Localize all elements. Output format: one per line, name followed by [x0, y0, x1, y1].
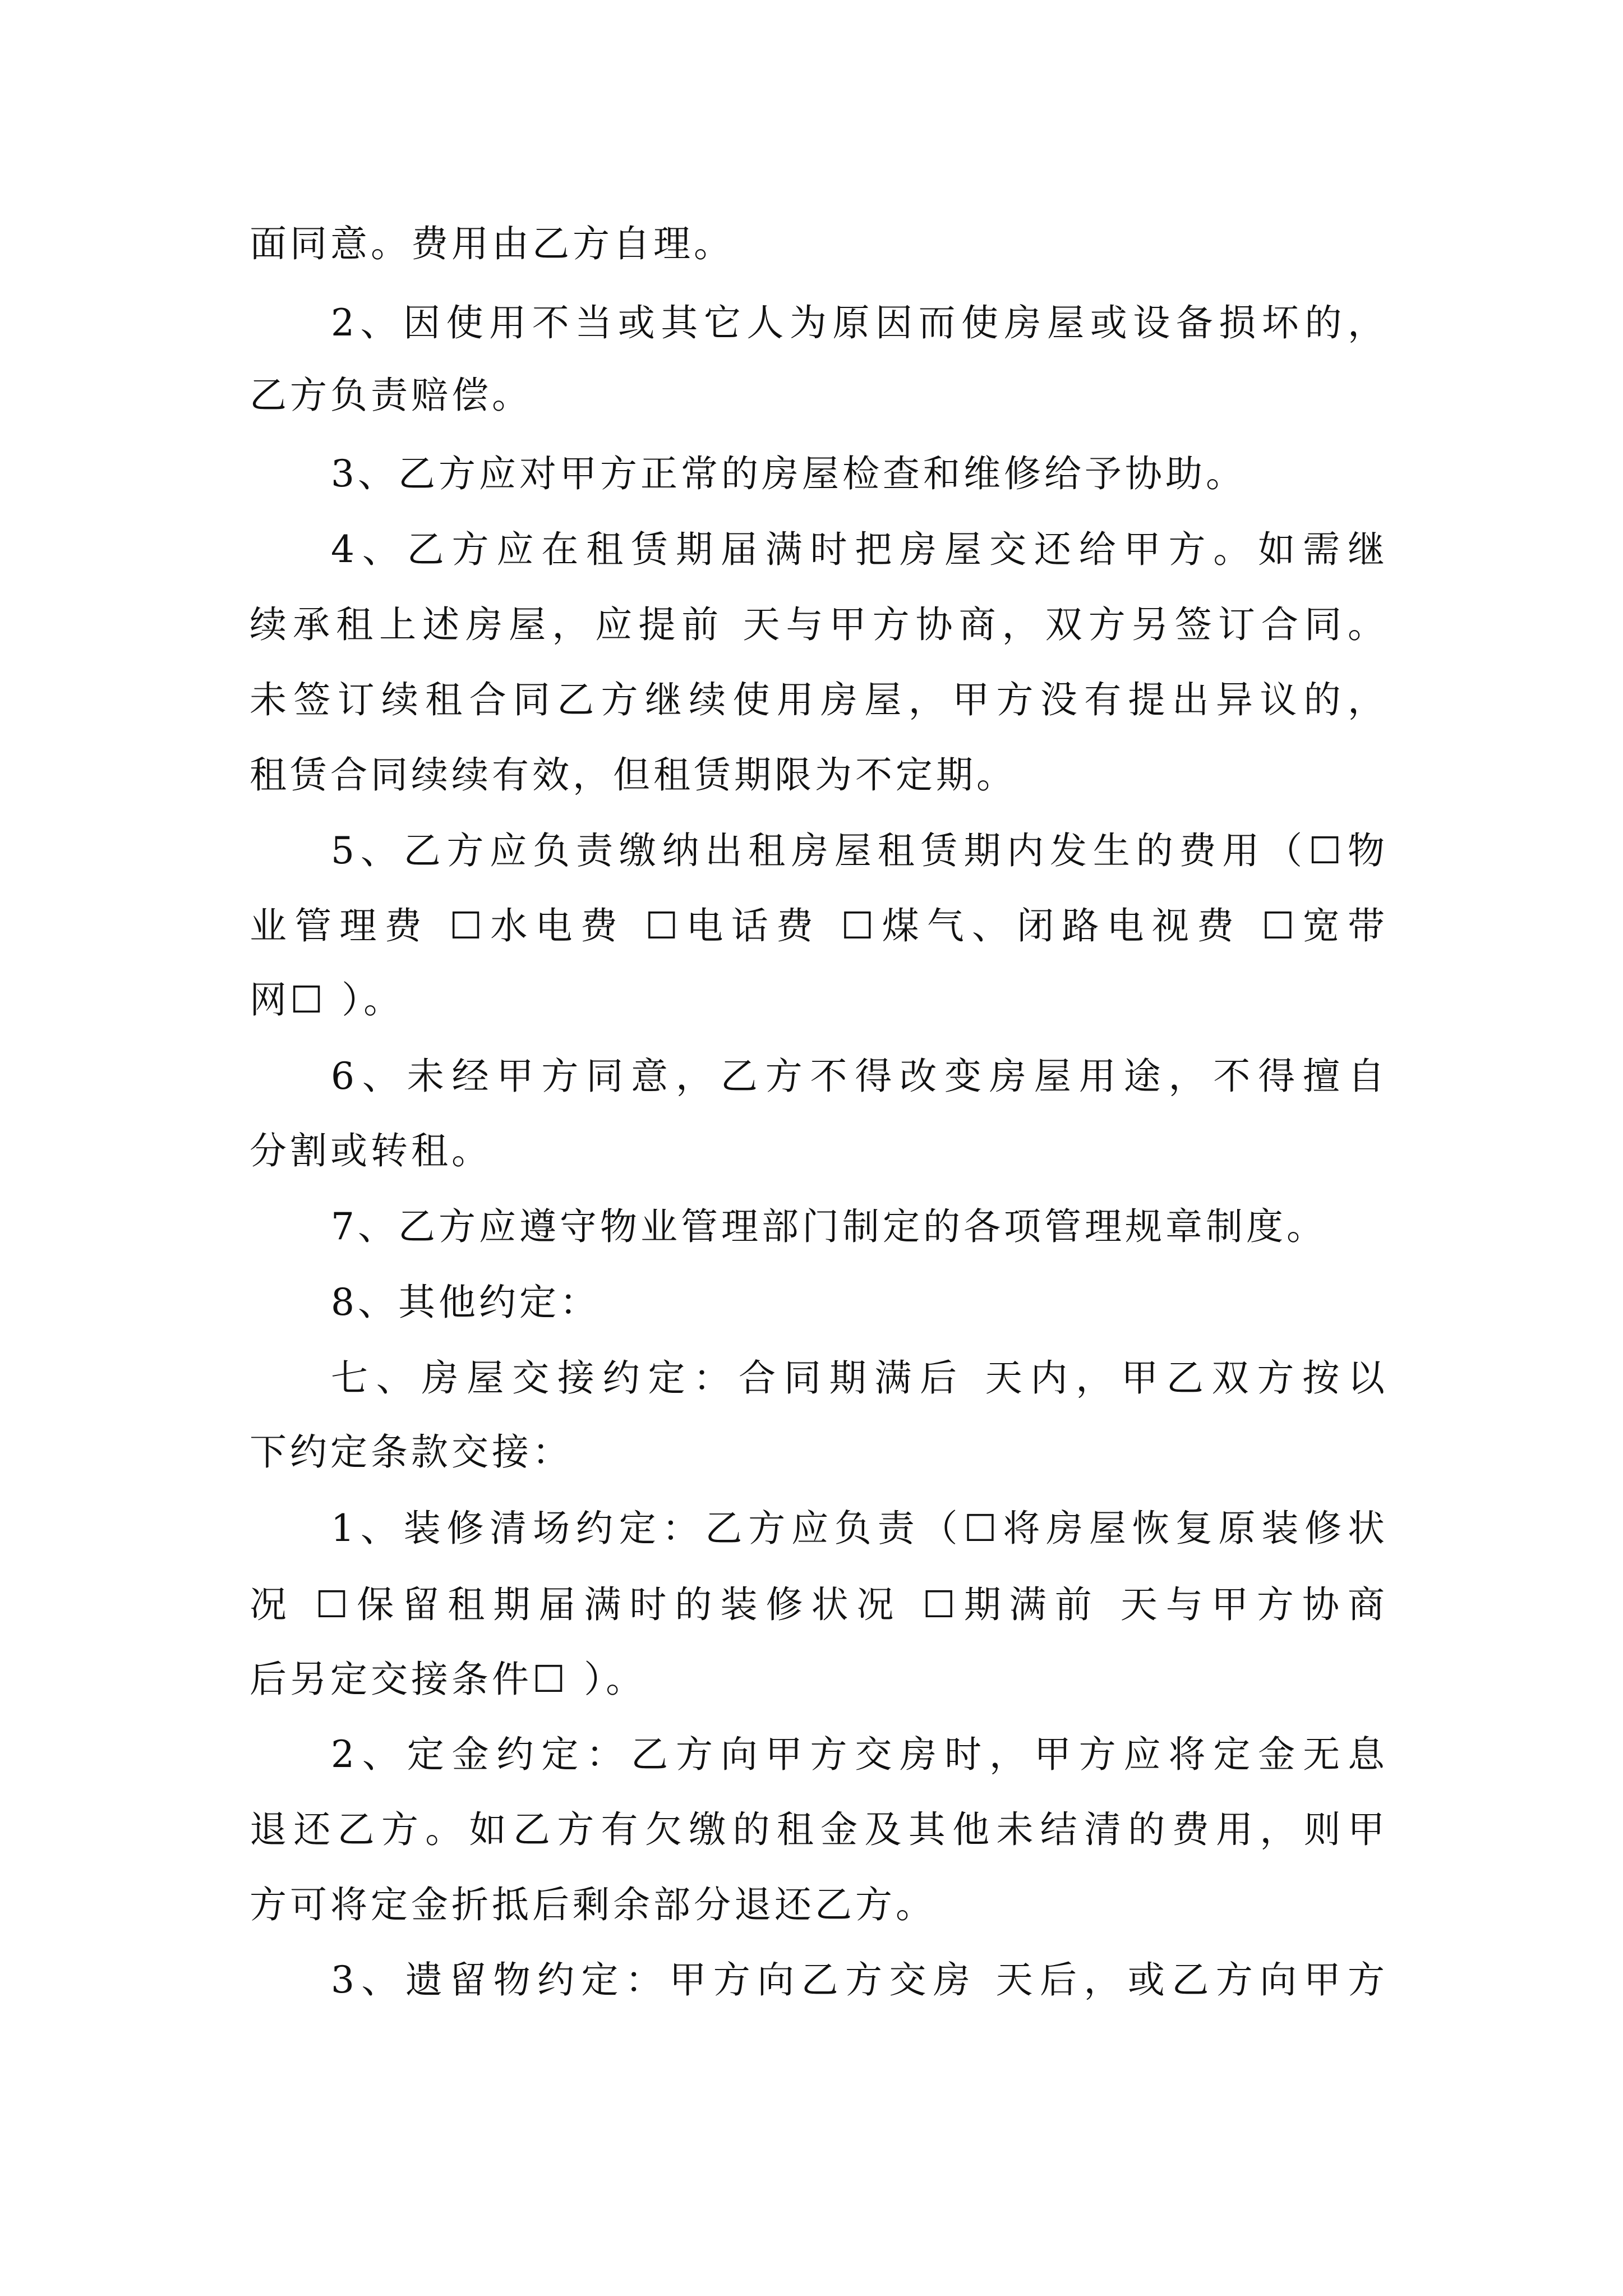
- text-line: 续承租上述房屋，应提前 天与甲方协商，双方另签订合同。: [250, 603, 1388, 646]
- text-line: 下约定条款交接：: [250, 1430, 573, 1474]
- text-line: 4、乙方应在租赁期届满时把房屋交还给甲方。如需继: [331, 528, 1388, 571]
- text-line: 面同意。费用由乙方自理。: [250, 222, 734, 265]
- text-line: 租赁合同续续有效，但租赁期限为不定期。: [250, 753, 1017, 797]
- text-line: 业管理费 ☐水电费 ☐电话费 ☐煤气、闭路电视费 ☐宽带: [250, 904, 1388, 947]
- text-line: 1、装修清场约定：乙方应负责（☐将房屋恢复原装修状: [331, 1507, 1388, 1550]
- text-line: 2、因使用不当或其它人为原因而使房屋或设备损坏的，: [331, 301, 1388, 344]
- text-line: 分割或转租。: [250, 1129, 492, 1172]
- text-line: 网☐ ）。: [250, 978, 404, 1022]
- text-line: 况 ☐保留租期届满时的装修状况 ☐期满前 天与甲方协商: [250, 1583, 1388, 1626]
- text-line: 退还乙方。如乙方有欠缴的租金及其他未结清的费用，则甲: [250, 1808, 1388, 1851]
- text-line: 7、乙方应遵守物业管理部门制定的各项管理规章制度。: [331, 1205, 1327, 1248]
- text-line: 3、遗留物约定：甲方向乙方交房 天后，或乙方向甲方: [331, 1958, 1388, 2001]
- text-line: 2、定金约定：乙方向甲方交房时，甲方应将定金无息: [331, 1733, 1388, 1776]
- text-line: 6、未经甲方同意，乙方不得改变房屋用途，不得擅自: [331, 1055, 1388, 1098]
- text-line: 方可将定金折抵后剩余部分退还乙方。: [250, 1883, 936, 1926]
- text-line: 8、其他约定：: [331, 1281, 600, 1324]
- text-line: 5、乙方应负责缴纳出租房屋租赁期内发生的费用（☐物: [331, 829, 1388, 872]
- text-line: 后另定交接条件☐ ）。: [250, 1658, 647, 1701]
- text-line: 乙方负责赔偿。: [250, 374, 532, 417]
- text-line: 3、乙方应对甲方正常的房屋检查和维修给予协助。: [331, 452, 1246, 495]
- text-line: 未签订续租合同乙方继续使用房屋，甲方没有提出异议的，: [250, 678, 1388, 721]
- text-line: 七、房屋交接约定：合同期满后 天内，甲乙双方按以: [331, 1356, 1388, 1400]
